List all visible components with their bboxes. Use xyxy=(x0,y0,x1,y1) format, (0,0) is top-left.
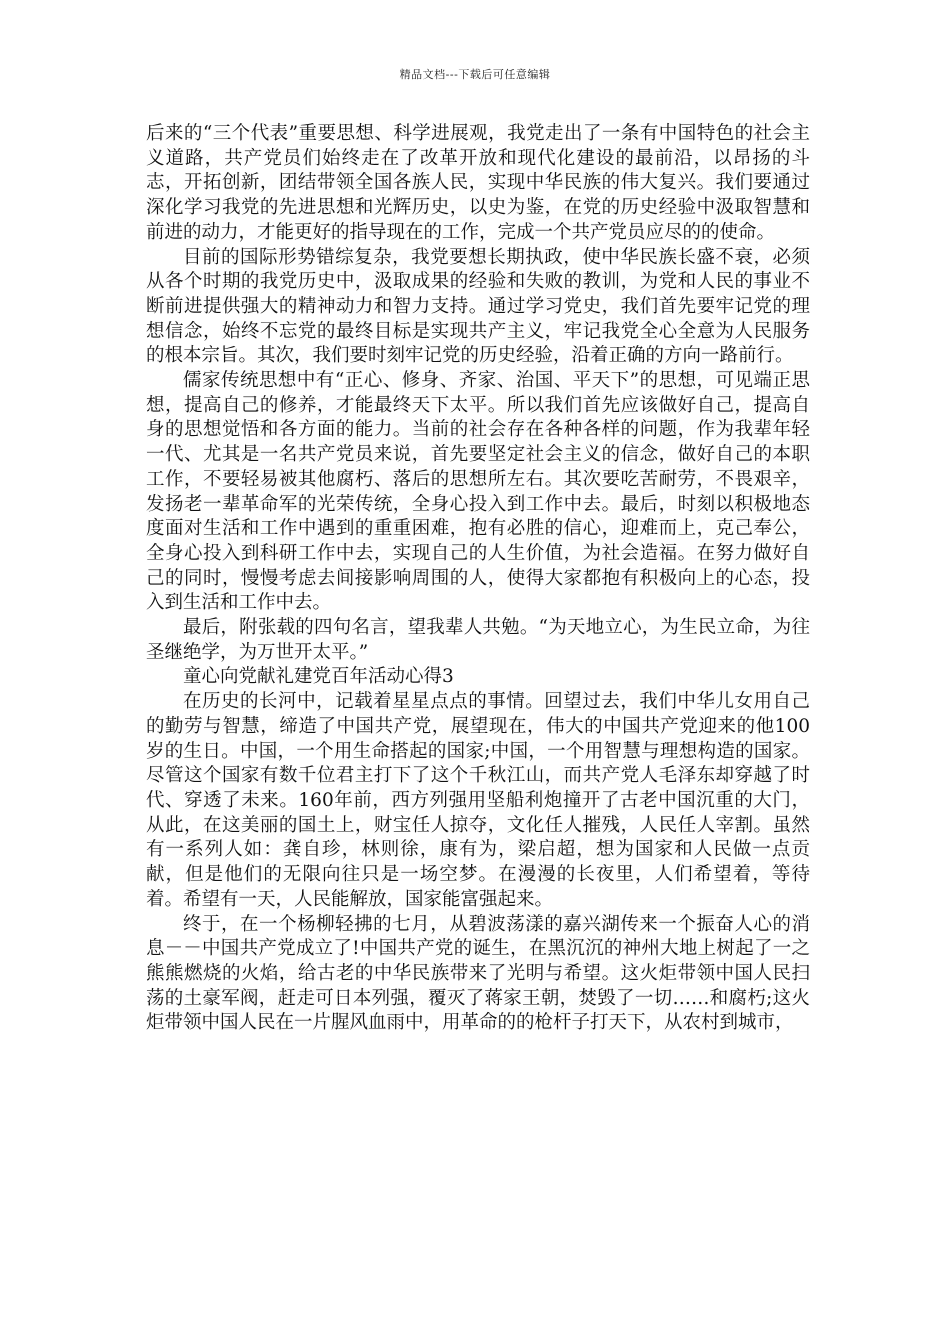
page-header: 精品文档---下载后可任意编辑 xyxy=(399,68,551,81)
paragraph-confucian-thought: 儒家传统思想中有“正心、修身、齐家、治国、平天下”的思想，可见端正思想，提高自己的修养，才能最终天下太平。所以我们首先应该做好自己，提高自身的思想觉悟和各方面的能力。当前的社会存在各种各样的问题，作为我辈年轻一代、尤其是一名共产党员来说，首先要坚定社会主义的信念，做好自己的本职工作，不要轻易被其他腐朽、落后的思想所左右。其次要吃苦耐劳，不畏艰辛，发扬老一辈革命军的光荣传统，全身心投入到工作中去。最后，时刻以积极地态度面对生活和工作中遇到的重重困难，抱有必胜的信心，迎难而上，克己奉公，全身心投入到科研工作中去，实现自己的人生价值，为社会造福。在努力做好自己的同时，慢慢考虑去间接影响周围的人，使得大家都抱有积极向上的心态，投入到生活和工作中去。 xyxy=(146,370,810,614)
section-title: 童心向党献礼建党百年活动心得3 xyxy=(183,666,454,688)
paragraph-zhangzai-quote: 最后，附张载的四句名言，望我辈人共勉。“为天地立心，为生民立命，为往圣继绝学，为万世开太平。” xyxy=(146,617,810,663)
paragraph-party-founding: 终于，在一个杨柳轻拂的七月，从碧波荡漾的嘉兴湖传来一个振奋人心的消息－－中国共产党成立了!中国共产党的诞生，在黑沉沉的神州大地上树起了一之熊熊燃烧的火焰，给古老的中华民族带来了光明与希望。这火炬带领中国人民扫荡的土豪军阀，赶走可日本列强，覆灭了蒋家王朝，焚毁了一切……和腐朽;这火炬带领中国人民在一片腥风血雨中，用革命的的枪杆子打天下，从农村到城市， xyxy=(146,913,810,1034)
paragraph-history-river: 在历史的长河中，记载着星星点点的事情。回望过去，我们中华儿女用自己的勤劳与智慧，缔造了中国共产党，展望现在，伟大的中国共产党迎来的他100岁的生日。中国，一个用生命搭起的国家;中国，一个用智慧与理想构造的国家。尽管这个国家有数千位君主打下了这个千秋江山，而共产党人毛泽东却穿越了时代、穿透了未来。160年前，西方列强用坚船利炮撞开了古老中国沉重的大门，从此，在这美丽的国土上，财宝任人掠夺，文化任人摧残，人民任人宰割。虽然有一系列人如：龚自珍，林则徐，康有为，梁启超，想为国家和人民做一点贡献，但是他们的无限向往只是一场空梦。在漫漫的长夜里，人们希望着，等待着。希望有一天，人民能解放，国家能富强起来。 xyxy=(146,691,810,910)
document-body xyxy=(146,122,810,1036)
paragraph-continuation: 后来的“三个代表”重要思想、科学进展观，我党走出了一条有中国特色的社会主义道路，共产党员们始终走在了改革开放和现代化建设的最前沿，以昂扬的斗志，开拓创新，团结带领全国各族人民，实现中华民族的伟大复兴。我们要通过深化学习我党的先进思想和光辉历史，以史为鉴，在党的历史经验中汲取智慧和前进的动力，才能更好的指导现在的工作，完成一个共产党员应尽的的使命。 xyxy=(146,123,810,243)
paragraph-party-history: 目前的国际形势错综复杂，我党要想长期执政，使中华民族长盛不衰，必须从各个时期的我党历史中，汲取成果的经验和失败的教训，为党和人民的事业不断前进提供强大的精神动力和智力支持。通过学习党史，我们首先要牢记党的理想信念，始终不忘党的最终目标是实现共产主义，牢记我党全心全意为人民服务的根本宗旨。其次，我们要时刻牢记党的历史经验，沿着正确的方向一路前行。 xyxy=(146,246,810,367)
